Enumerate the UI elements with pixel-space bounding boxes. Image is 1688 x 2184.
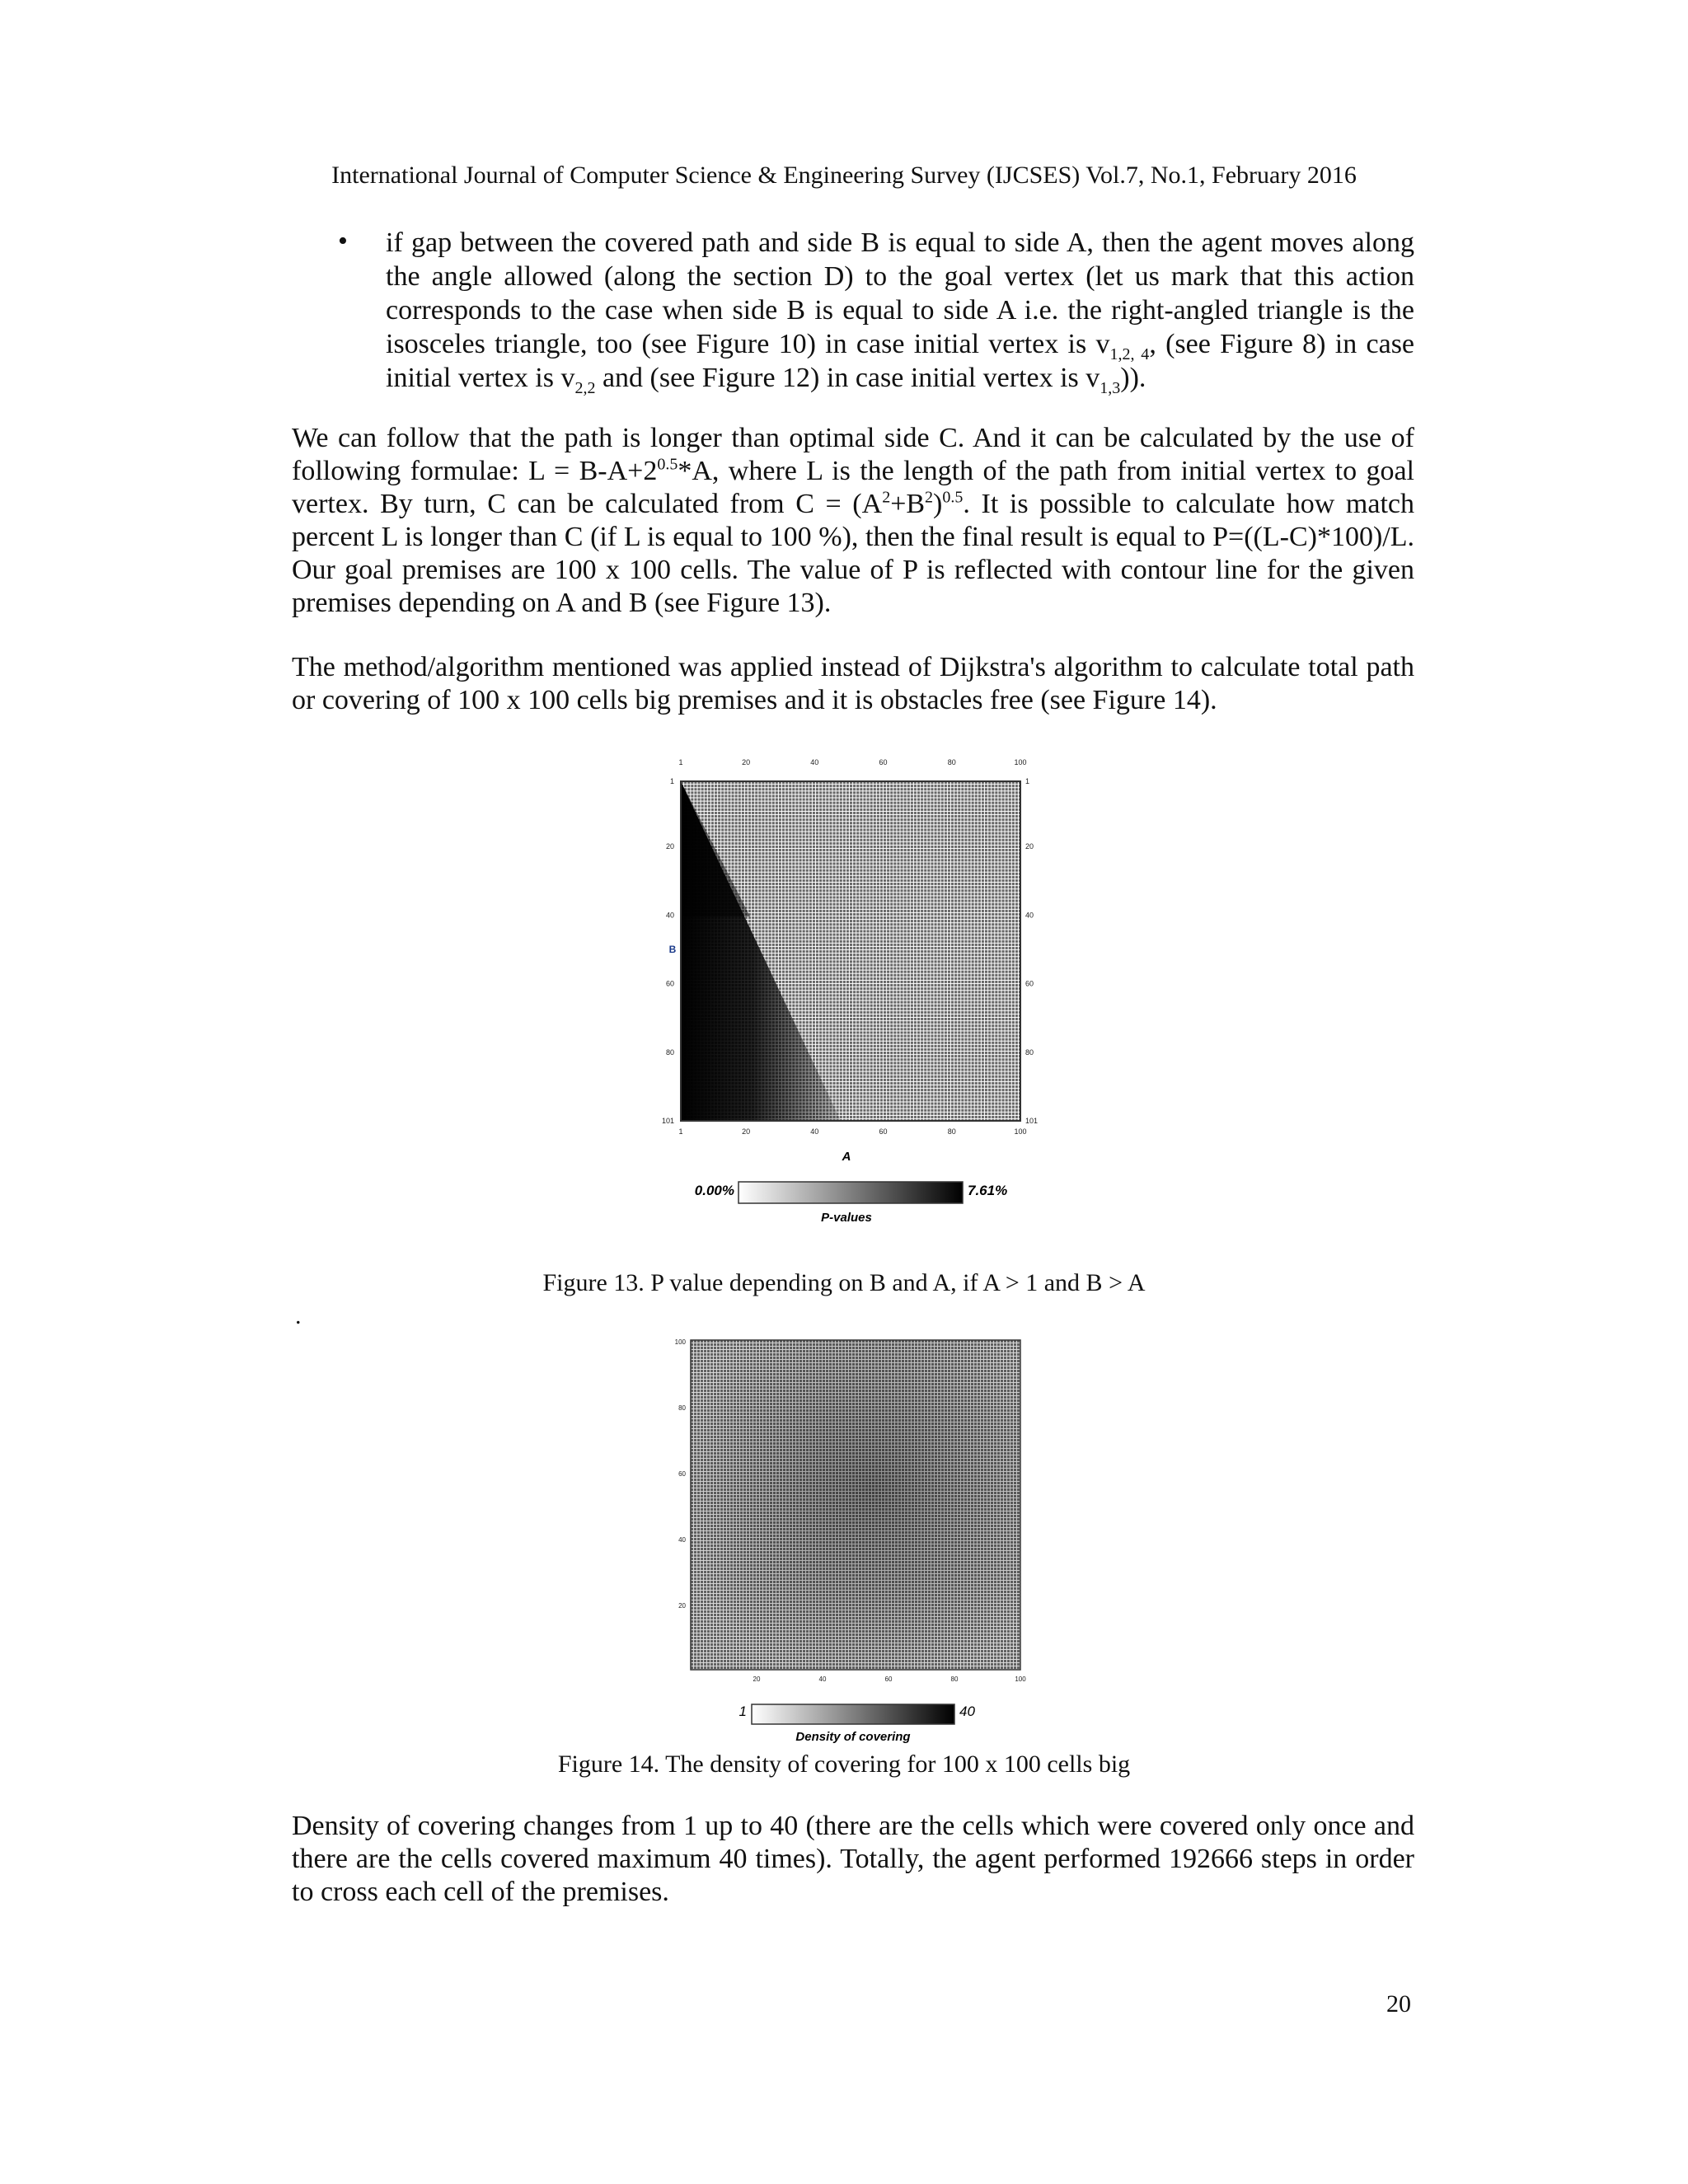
figure-13-bottom-tick-label: 40 — [810, 1127, 819, 1136]
figure-14-legend-title: Density of covering — [795, 1730, 911, 1744]
figure-14-bottom-tick-label: 60 — [884, 1675, 893, 1683]
figure-13-right-tick-label: 80 — [1025, 1047, 1034, 1057]
figure-14-bottom-tick-label: 100 — [1015, 1675, 1026, 1683]
figure-14-left-tick-label: 20 — [678, 1602, 686, 1610]
figure-14-legend-max: 40 — [959, 1704, 975, 1719]
figure-14-left-tick-label: 100 — [674, 1338, 686, 1346]
figure-13-chart — [651, 752, 1063, 1230]
page-number: 20 — [1386, 1990, 1411, 2018]
figure-13-top-tick-label: 60 — [879, 758, 888, 766]
figure-14-legend-min: 1 — [738, 1704, 747, 1719]
paragraph-formulae: We can follow that the path is longer than optimal side C. And it can be calculated by the use of following formulae: $L = B-A+2^{0.5}*A$, where L is the length of the path from initial vertex to goal vertex. By turn, C can be calculated from $C = (A^2+B^2)^{0.5}$. It is possible to calculate how match percent L is longer than C (if L is equal to 100 %), then the final result is equal to P=((L-C)*100)/L. Our goal premises are 100 x 100 cells. The value of P is reflected with contour line for the given premises depending on A and B (see Figure 13). — [292, 423, 1414, 618]
page-header: International Journal of Computer Science & Engineering Survey (IJCSES) Vol.7, No.1, February 2016 — [331, 162, 1357, 189]
figure-13-legend-title: P-values — [821, 1211, 872, 1225]
figure-14-bottom-tick-label: 40 — [818, 1675, 827, 1683]
figure-13-bottom-tick-label: 60 — [879, 1127, 888, 1136]
paragraph-method: The method/algorithm mentioned was applied instead of Dijkstra's algorithm to calculate total path or covering of 100 x 100 cells big premises and it is obstacles free (see Figure 14). — [292, 652, 1414, 715]
bullet-marker: • — [338, 226, 348, 256]
figure-13-right-tick-label: 1 — [1025, 777, 1030, 785]
paragraph-density: Density of covering changes from 1 up to 40 (there are the cells which were covered only once and there are the cells covered maximum 40 times). Totally, the agent performed 192666 steps in order to cross each cell of the premises. — [292, 1811, 1414, 1907]
figure-13-right-tick-label: 101 — [1025, 1117, 1039, 1125]
figure-13-top-tick-label: 1 — [678, 758, 683, 766]
figure-13-left-tick-label: 20 — [665, 842, 674, 851]
figure-13-bottom-tick-label: 1 — [678, 1127, 683, 1136]
figure-14-bottom-tick-label: 20 — [753, 1675, 761, 1683]
figure-14-caption: Figure 14. The density of covering for 100 x 100 cells big — [557, 1750, 1131, 1778]
figure-13-legend-min: 0.00% — [694, 1183, 734, 1198]
figure-13-right-tick-label: 40 — [1025, 911, 1034, 920]
figure-13-left-tick-label: 101 — [661, 1117, 674, 1125]
figure-13 — [651, 752, 1063, 1230]
figure-13-left-tick-label: 40 — [665, 911, 674, 920]
figure-13-right-tick-label: 20 — [1025, 842, 1034, 851]
figure-13-left-tick-label: 80 — [665, 1047, 674, 1057]
figure-13-y-label: B — [668, 944, 677, 955]
figure-13-left-tick-label: 60 — [665, 979, 674, 988]
figure-13-bottom-tick-label: 20 — [742, 1127, 751, 1136]
figure-13-right-tick-label: 60 — [1025, 979, 1034, 988]
figure-13-caption: Figure 13. P value depending on B and A, if A > 1 and B > A — [542, 1269, 1146, 1296]
figure-13-top-tick-label: 20 — [742, 758, 751, 766]
figure-14-left-tick-label: 80 — [678, 1404, 686, 1412]
figure-14 — [658, 1332, 1043, 1752]
figure-13-top-tick-label: 100 — [1014, 758, 1027, 766]
figure-14-legend-bar — [752, 1704, 954, 1724]
figure-13-left-tick-label: 1 — [669, 777, 674, 785]
figure-14-chart — [658, 1332, 1043, 1752]
figure-13-bottom-tick-label: 80 — [947, 1127, 956, 1136]
figure-13-top-tick-label: 80 — [947, 758, 956, 766]
figure-14-bottom-tick-label: 80 — [950, 1675, 959, 1683]
figure-13-top-tick-label: 40 — [810, 758, 819, 766]
figure-14-left-tick-label: 60 — [678, 1470, 686, 1478]
figure-13-x-label: A — [842, 1150, 851, 1164]
figure-13-legend-max: 7.61% — [968, 1183, 1008, 1198]
bullet-paragraph: if gap between the covered path and side B is equal to side A, then the agent moves along the angle allowed (along the section D) to the goal vertex (let us mark that this action corresponds to the case when side B is equal to side A i.e. the right-angled triangle is the isosceles triangle, too (see Figure 10) in case initial vertex is $v_{1,2, 4}$, (see Figure 8) in case initial vertex is $v_{2,2}$ and (see Figure 12) in case initial vertex is $v_{1,3}$)). — [386, 227, 1415, 397]
figure-14-left-tick-label: 40 — [678, 1536, 686, 1544]
figure-13-legend-bar — [738, 1182, 963, 1203]
stray-dot: . — [295, 1302, 302, 1329]
figure-13-bottom-tick-label: 100 — [1014, 1127, 1027, 1136]
